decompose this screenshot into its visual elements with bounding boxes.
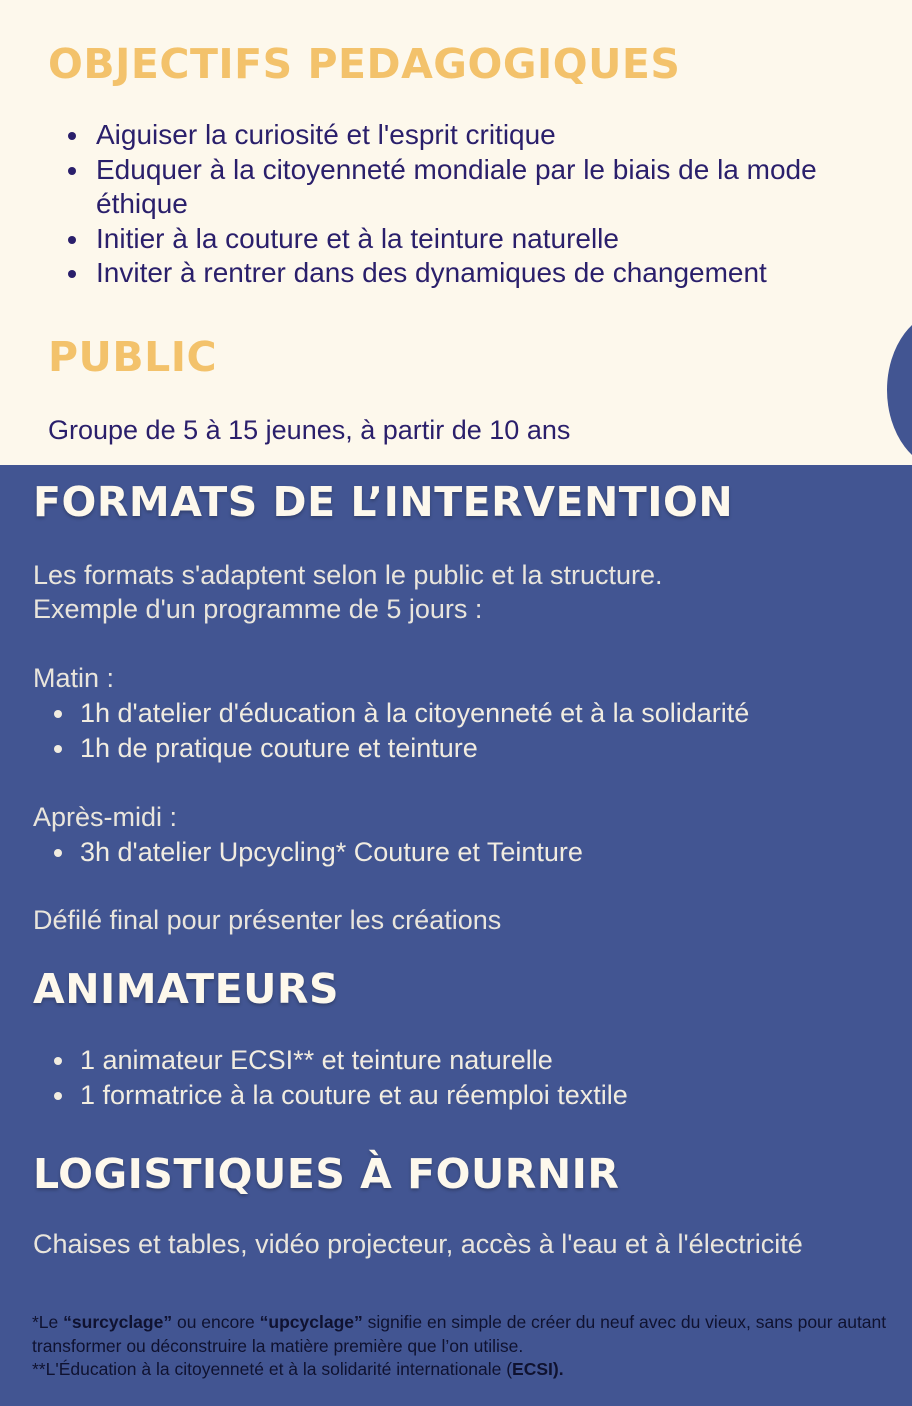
list-item: 1h d'atelier d'éducation à la citoyenneté et à la solidarité <box>32 696 892 731</box>
formats-title: FORMATS DE L’INTERVENTION <box>33 478 734 526</box>
footnote-surcyclage <box>32 1311 892 1358</box>
footnote-2-prefix: **L'Éducation à la citoyenneté et à la solidarité internationale ( <box>32 1359 513 1379</box>
animateurs-list <box>32 1043 892 1112</box>
list-item: Aiguiser la curiosité et l'esprit critique <box>46 118 896 153</box>
list-item: 1 formatrice à la couture et au réemploi textile <box>32 1078 892 1113</box>
objectifs-list <box>46 118 896 291</box>
list-item: 3h d'atelier Upcycling* Couture et Teinture <box>32 835 892 870</box>
list-item: Initier à la couture et à la teinture naturelle <box>46 222 896 257</box>
list-item: Eduquer à la citoyenneté mondiale par le biais de la mode éthique <box>46 153 896 222</box>
animateurs-title: ANIMATEURS <box>33 965 340 1013</box>
top-section <box>0 0 912 465</box>
logistiques-text: Chaises et tables, vidéo projecteur, accès à l'eau et à l'électricité <box>33 1229 803 1259</box>
public-title: PUBLIC <box>48 333 218 381</box>
footnote-1-term-upcyclage: “upcyclage” <box>259 1312 363 1332</box>
footnote-1-mid: ou encore <box>172 1312 260 1332</box>
footnote-1-term-surcyclage: “surcyclage” <box>63 1312 173 1332</box>
bottom-section <box>0 465 912 1406</box>
public-text: Groupe de 5 à 15 jeunes, à partir de 10 ans <box>48 415 571 445</box>
apres-midi-label: Après-midi : <box>33 802 178 832</box>
formats-intro-line2: Exemple d'un programme de 5 jours : <box>33 594 483 624</box>
apres-midi-list <box>32 835 892 870</box>
formats-intro-line1: Les formats s'adaptent selon le public et la structure. <box>33 560 663 590</box>
footnotes <box>32 1311 892 1382</box>
formats-final: Défilé final pour présenter les créations <box>33 905 502 935</box>
objectifs-title: OBJECTIFS PEDAGOGIQUES <box>48 40 681 88</box>
footnote-1-rest: signifie en simple de créer du neuf avec du vieux, sans pour autant transformer ou déconstruire la matière première que l’on utilise. <box>32 1312 887 1356</box>
matin-list <box>32 696 892 765</box>
matin-label: Matin : <box>33 663 115 693</box>
list-item: 1h de pratique couture et teinture <box>32 731 892 766</box>
list-item: 1 animateur ECSI** et teinture naturelle <box>32 1043 892 1078</box>
footnote-ecsi <box>32 1358 892 1382</box>
list-item: Inviter à rentrer dans des dynamiques de changement <box>46 256 896 291</box>
footnote-2-abbr: ECSI). <box>512 1359 564 1379</box>
footnote-1-prefix: *Le <box>32 1312 64 1332</box>
logistiques-title: LOGISTIQUES À FOURNIR <box>33 1150 620 1198</box>
decorative-circle <box>887 310 912 465</box>
